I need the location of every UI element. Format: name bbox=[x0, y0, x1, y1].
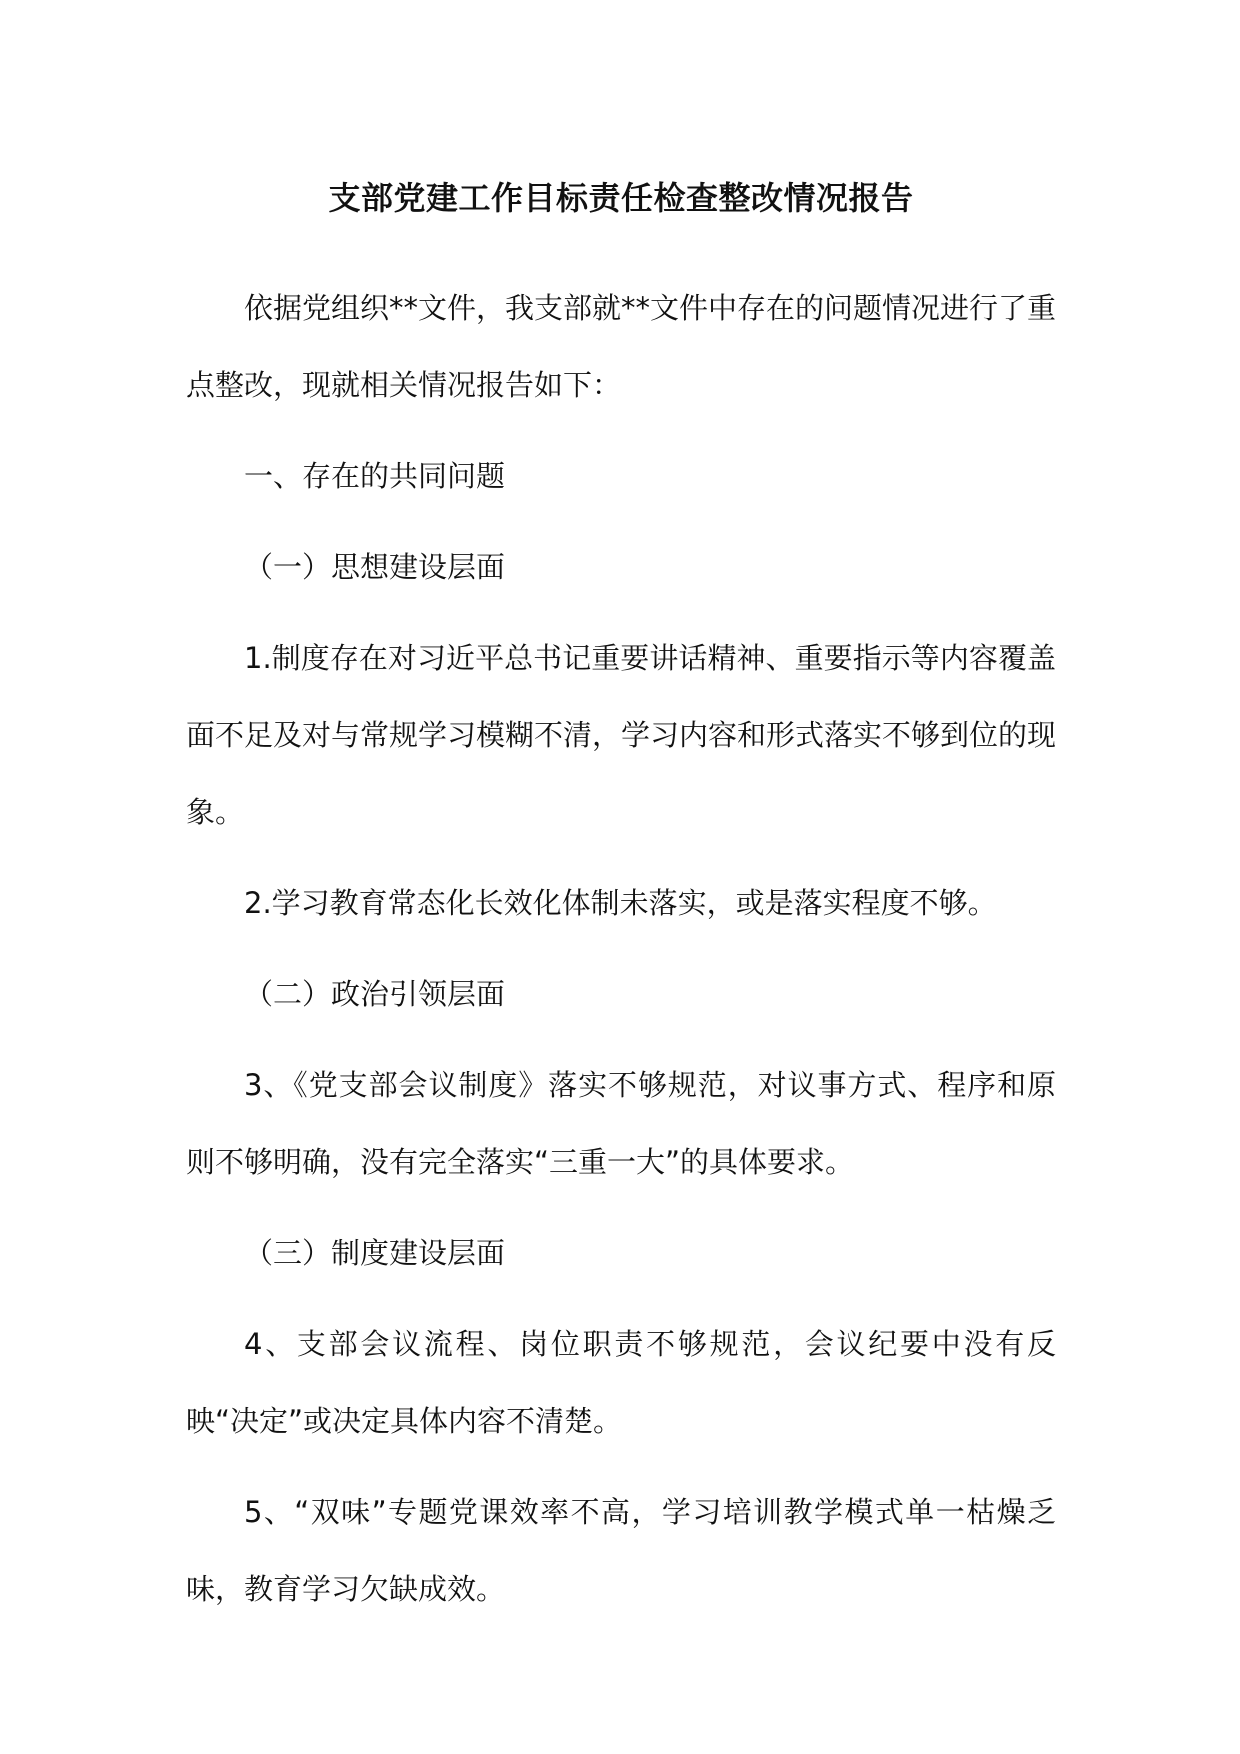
item-paragraph-2: 2.学习教育常态化长效化体制未落实，或是落实程度不够。 bbox=[244, 886, 997, 920]
document-title: 支部党建工作目标责任检查整改情况报告 bbox=[328, 179, 914, 217]
subsection-heading-ideology: （一）思想建设层面 bbox=[244, 550, 506, 584]
section-heading-common-problems: 一、存在的共同问题 bbox=[244, 459, 506, 493]
intro-paragraph: 依据党组织**文件，我支部就**文件中存在的问题情况进行了重点整改，现就相关情况报告如下： bbox=[186, 291, 1057, 402]
subsection-heading-political-guidance: （二）政治引领层面 bbox=[244, 977, 506, 1011]
item-paragraph-3: 3、《党支部会议制度》落实不够规范，对议事方式、程序和原则不够明确，没有完全落实“三重一大”的具体要求。 bbox=[186, 1068, 1056, 1179]
subsection-heading-system-building: （三）制度建设层面 bbox=[244, 1236, 506, 1270]
item-paragraph-4: 4、支部会议流程、岗位职责不够规范，会议纪要中没有反映“决定”或决定具体内容不清楚。 bbox=[186, 1327, 1056, 1438]
item-paragraph-1: 1.制度存在对习近平总书记重要讲话精神、重要指示等内容覆盖面不足及对与常规学习模糊不清，学习内容和形式落实不够到位的现象。 bbox=[186, 641, 1057, 829]
document-body bbox=[186, 170, 1056, 1642]
item-paragraph-5: 5、“双味”专题党课效率不高，学习培训教学模式单一枯燥乏味，教育学习欠缺成效。 bbox=[186, 1495, 1056, 1606]
